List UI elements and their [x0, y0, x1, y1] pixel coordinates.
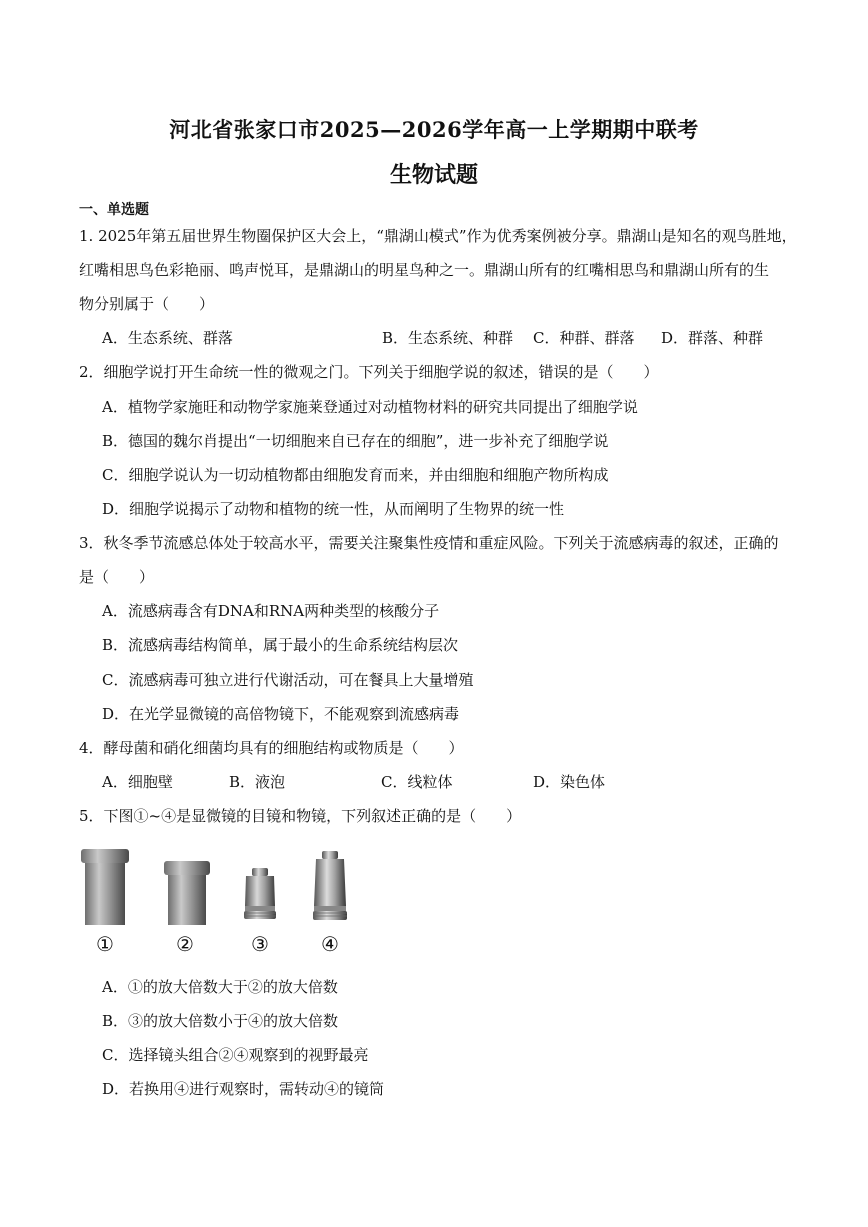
q2-option-d: D．细胞学说揭示了动物和植物的统一性，从而阐明了生物界的统一性 — [102, 500, 565, 518]
q2-option-b: B．德国的魏尔肖提出“一切细胞来自已存在的细胞”，进一步补充了细胞学说 — [102, 432, 609, 450]
q4-option-c: C．线粒体 — [381, 773, 453, 791]
lens-label-4: ④ — [321, 932, 339, 956]
section-heading: 一、单选题 — [79, 202, 149, 218]
lens-label-3: ③ — [251, 932, 269, 956]
objective-short-image — [241, 866, 279, 924]
exam-subtitle: 生物试题 — [389, 162, 478, 188]
q4-option-a: A．细胞壁 — [102, 773, 173, 791]
lens-label-1: ① — [96, 932, 114, 956]
q2-option-a: A．植物学家施旺和动物学家施莱登通过对动植物材料的研究共同提出了细胞学说 — [102, 398, 638, 416]
q3-option-b: B．流感病毒结构简单，属于最小的生命系统结构层次 — [102, 636, 459, 654]
q1-option-a: A．生态系统、群落 — [102, 329, 233, 347]
q2-stem: 2．细胞学说打开生命统一性的微观之门。下列关于细胞学说的叙述，错误的是（ ） — [79, 363, 659, 381]
q5-option-c: C．选择镜头组合②④观察到的视野最亮 — [102, 1046, 369, 1064]
q4-option-d: D．染色体 — [533, 773, 606, 791]
q3-option-d: D．在光学显微镜的高倍物镜下，不能观察到流感病毒 — [102, 705, 460, 723]
q3-option-c: C．流感病毒可独立进行代谢活动，可在餐具上大量增殖 — [102, 671, 474, 689]
q1-option-d: D．群落、种群 — [661, 329, 764, 347]
q1-stem-line2: 红嘴相思鸟色彩艳丽、鸣声悦耳，是鼎湖山的明星鸟种之一。鼎湖山所有的红嘴相思鸟和鼎湖山所有的生 — [79, 261, 770, 279]
q4-stem: 4．酵母菌和硝化细菌均具有的细胞结构或物质是（ ） — [79, 739, 464, 757]
q5-option-d: D．若换用④进行观察时，需转动④的镜筒 — [102, 1080, 385, 1098]
q3-option-a: A．流感病毒含有DNA和RNA两种类型的核酸分子 — [102, 602, 440, 620]
eyepiece-long-image — [79, 847, 131, 927]
q1-stem-line1: 1. 2025年第五届世界生物圈保护区大会上，“鼎湖山模式”作为优秀案例被分享。鼎湖山是知名的观鸟胜地， — [79, 227, 797, 245]
exam-title: 河北省张家口市2025—2026学年高一上学期期中联考 — [169, 117, 699, 142]
q4-option-b: B．液泡 — [229, 773, 286, 791]
lens-label-2: ② — [176, 932, 194, 956]
q5-stem: 5．下图①~④是显微镜的目镜和物镜，下列叙述正确的是（ ） — [79, 807, 522, 825]
q1-stem-line3: 物分别属于（ ） — [79, 295, 215, 313]
objective-long-image — [309, 850, 351, 924]
q3-stem-line2: 是（ ） — [79, 568, 155, 586]
q2-option-c: C．细胞学说认为一切动植物都由细胞发育而来，并由细胞和细胞产物所构成 — [102, 466, 609, 484]
q1-option-c: C．种群、群落 — [533, 329, 635, 347]
q5-option-a: A．①的放大倍数大于②的放大倍数 — [102, 978, 338, 996]
q1-option-b: B．生态系统、种群 — [382, 329, 514, 347]
q5-option-b: B．③的放大倍数小于④的放大倍数 — [102, 1012, 339, 1030]
eyepiece-short-image — [162, 859, 212, 927]
q3-stem-line1: 3．秋冬季节流感总体处于较高水平，需要关注聚集性疫情和重症风险。下列关于流感病毒的叙述，正确的 — [79, 534, 779, 552]
